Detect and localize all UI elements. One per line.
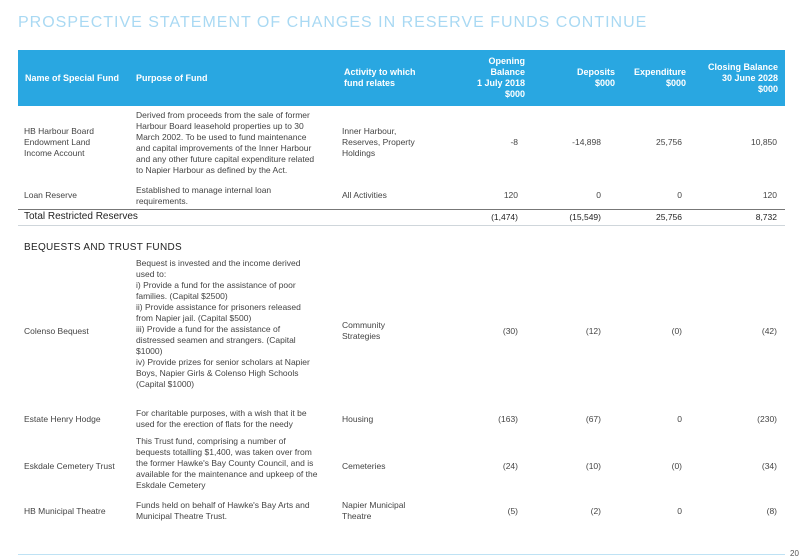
- closing-value: (42): [761, 326, 777, 336]
- page-number: 20: [790, 549, 799, 558]
- opening-value: 120: [503, 190, 518, 200]
- header-expenditure: Expenditure $000: [633, 67, 686, 88]
- total-expenditure: 25,756: [656, 212, 682, 222]
- deposits-value: (67): [585, 414, 601, 424]
- header-activity: Activity to which fund relates: [344, 67, 416, 88]
- deposits-value: (2): [590, 506, 601, 516]
- header-deposits: Deposits $000: [576, 67, 615, 88]
- section-title: BEQUESTS AND TRUST FUNDS: [24, 242, 182, 253]
- page-title: PROSPECTIVE STATEMENT OF CHANGES IN RESERVE FUNDS CONTINUE: [18, 14, 648, 31]
- fund-activity: Community Strategies: [342, 320, 385, 341]
- total-label: Total Restricted Reserves: [24, 211, 138, 222]
- fund-purpose: Derived from proceeds from the sale of former Harbour Board leasehold properties up to 30 March 2002. To be used to fund maintenance and capital improvements of the Inner Harbour and any other future capital expenditure related to Napier Harbour as defined by the Act.: [136, 110, 315, 175]
- fund-purpose: Bequest is invested and the income derived used to: i) Provide a fund for the assistance of poor families. (Capital $2500) ii) Provide assistance for prisoners released from Napier jail. (Capital $500) iii) Provide a fund for the assistance of distressed seamen and strangers. (Capital $1000) iv) Provide prizes for senior scholars at Napier Boys, Napier Girls & Colenso High Schools (Capital $1000): [136, 258, 310, 389]
- fund-purpose: Funds held on behalf of Hawke's Bay Arts and Municipal Theatre Trust.: [136, 500, 310, 521]
- header-fund-name: Name of Special Fund: [25, 73, 120, 83]
- fund-activity: Cemeteries: [342, 461, 386, 471]
- deposits-value: (10): [585, 461, 601, 471]
- fund-name: Estate Henry Hodge: [24, 414, 101, 424]
- fund-activity: Inner Harbour, Reserves, Property Holdings: [342, 126, 415, 158]
- divider: [18, 225, 785, 226]
- closing-value: 120: [762, 190, 777, 200]
- fund-name: Eskdale Cemetery Trust: [24, 461, 115, 471]
- fund-purpose: For charitable purposes, with a wish that it be used for the erection of flats for the needy: [136, 408, 307, 429]
- footer-rule: [18, 554, 785, 555]
- deposits-value: (12): [585, 326, 601, 336]
- closing-value: (8): [766, 506, 777, 516]
- header-opening-balance: Opening Balance 1 July 2018 $000: [476, 56, 525, 99]
- expenditure-value: (0): [671, 461, 682, 471]
- fund-name: HB Harbour Board Endowment Land Income Account: [24, 126, 94, 158]
- header-purpose: Purpose of Fund: [136, 73, 208, 83]
- expenditure-value: 0: [677, 506, 682, 516]
- closing-value: (34): [761, 461, 777, 471]
- opening-value: (24): [502, 461, 518, 471]
- divider: [18, 209, 785, 210]
- fund-name: Colenso Bequest: [24, 326, 89, 336]
- opening-value: (163): [498, 414, 518, 424]
- fund-activity: Napier Municipal Theatre: [342, 500, 406, 521]
- expenditure-value: (0): [671, 326, 682, 336]
- fund-activity: Housing: [342, 414, 374, 424]
- table-header: [18, 50, 785, 106]
- closing-value: 10,850: [751, 137, 777, 147]
- opening-value: -8: [510, 137, 518, 147]
- fund-name: HB Municipal Theatre: [24, 506, 106, 516]
- opening-value: (5): [507, 506, 518, 516]
- total-opening: (1,474): [491, 212, 518, 222]
- deposits-value: 0: [596, 190, 601, 200]
- expenditure-value: 0: [677, 190, 682, 200]
- fund-purpose: This Trust fund, comprising a number of bequests totalling $1,400, was taken over from the former Hawke's Bay County Council, and is available for the maintenance and upkeep of the Eskdale Cemetery: [136, 436, 318, 490]
- closing-value: (230): [757, 414, 777, 424]
- header-closing-balance: Closing Balance 30 June 2028 $000: [707, 62, 778, 94]
- deposits-value: -14,898: [572, 137, 601, 147]
- expenditure-value: 25,756: [656, 137, 682, 147]
- fund-purpose: Established to manage internal loan requirements.: [136, 185, 272, 206]
- total-closing: 8,732: [755, 212, 777, 222]
- total-deposits: (15,549): [569, 212, 601, 222]
- fund-name: Loan Reserve: [24, 190, 77, 200]
- fund-activity: All Activities: [342, 190, 387, 200]
- opening-value: (30): [502, 326, 518, 336]
- expenditure-value: 0: [677, 414, 682, 424]
